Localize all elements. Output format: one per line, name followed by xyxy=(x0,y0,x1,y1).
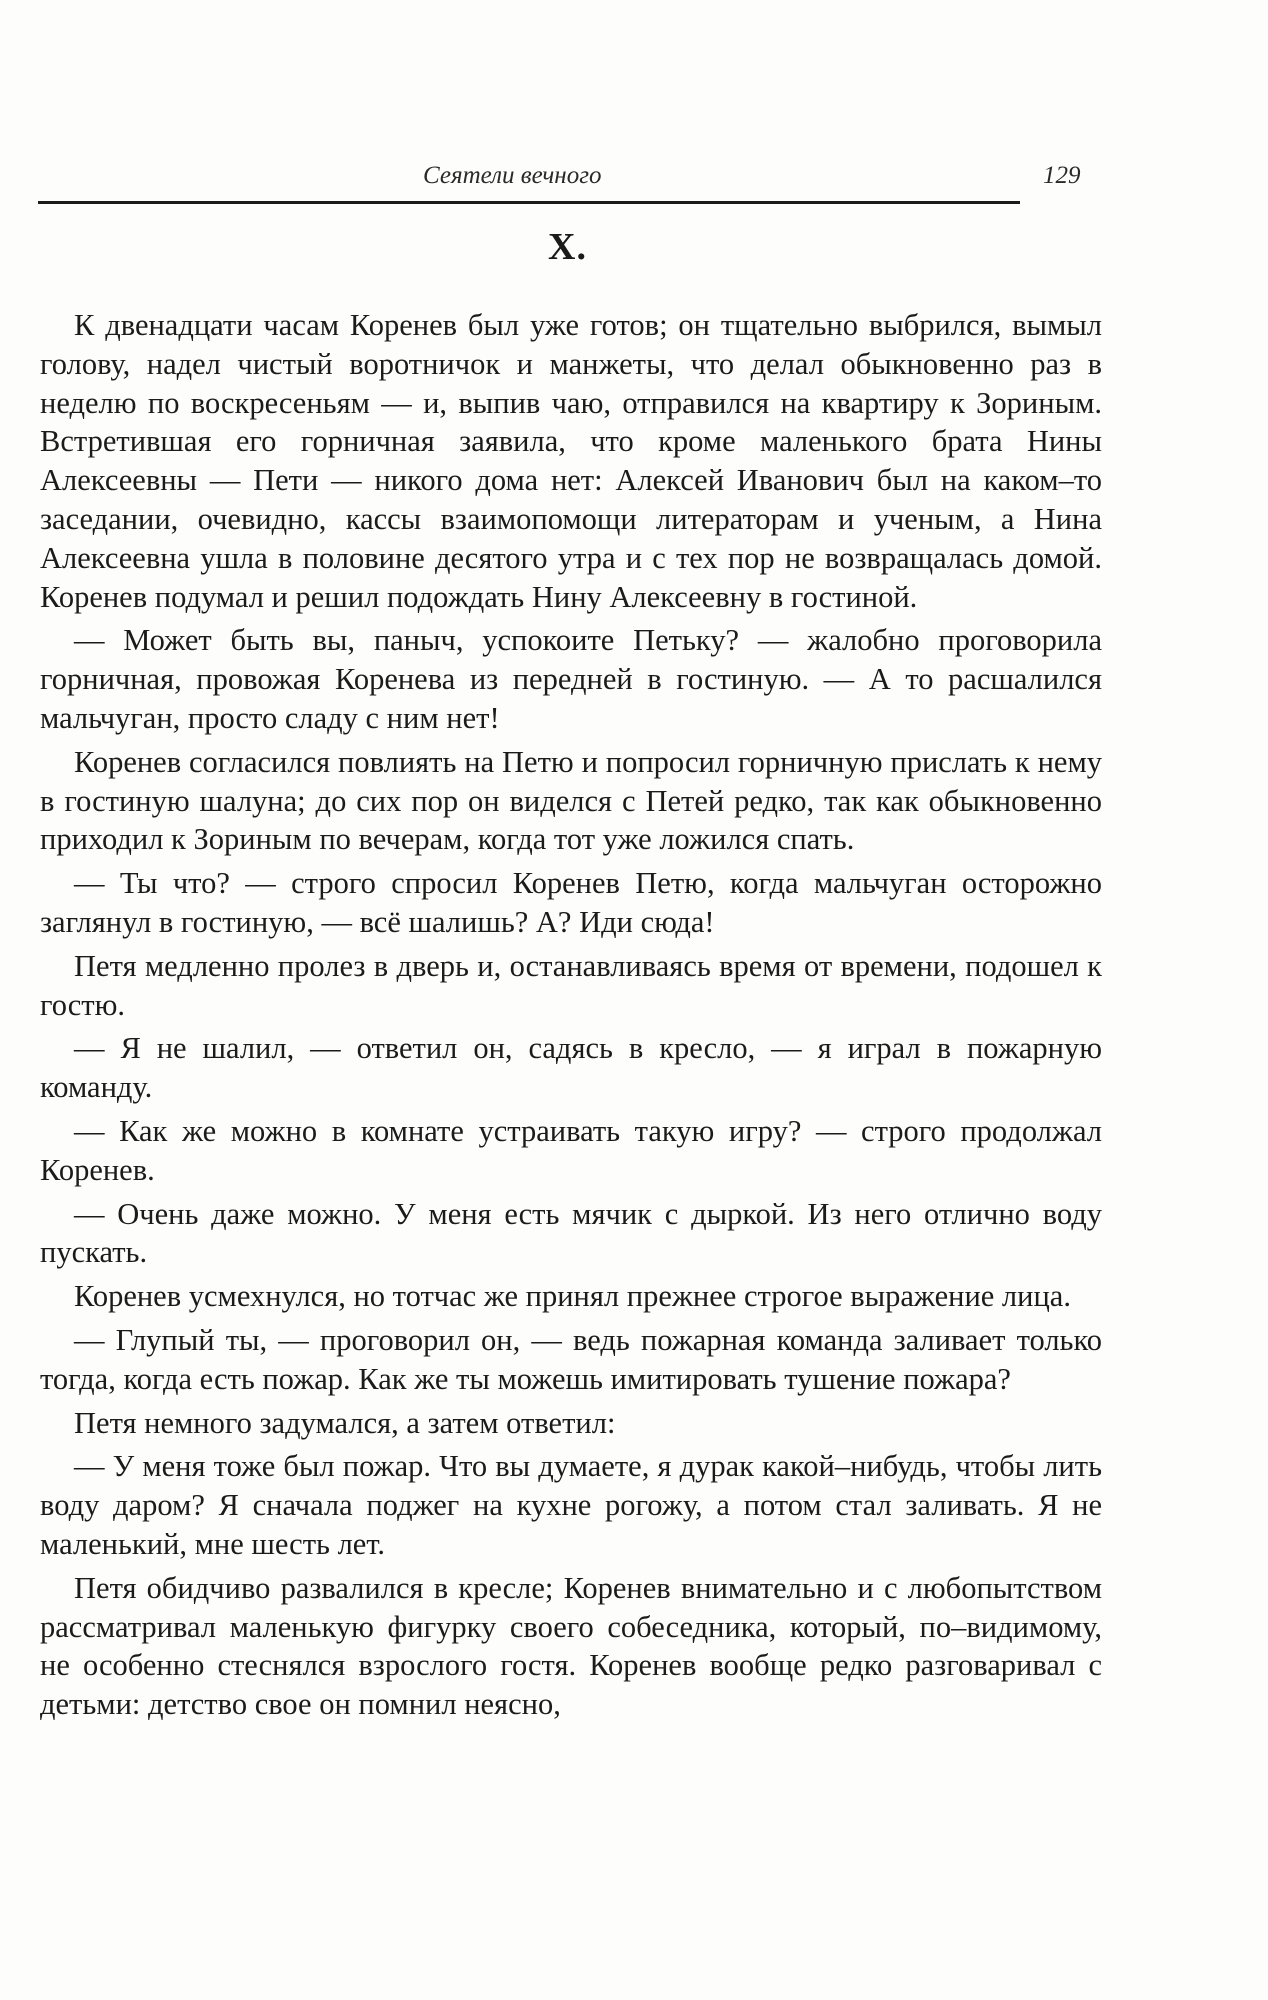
header-rule xyxy=(38,201,1020,204)
paragraph: Петя немного задумался, а затем ответил: xyxy=(74,1405,616,1440)
page-number: 129 xyxy=(1043,162,1081,189)
paragraph: Петя медленно пролез в дверь и, останавливаясь время от времени, подошел к гостю. xyxy=(40,948,1102,1022)
paragraph: К двенадцати часам Коренев был уже готов; он тщательно выбрился, вымыл голову, надел чистый воротничок и манжеты, что делал обыкновенно раз в неделю по воскресеньям — и, выпив чаю, отправился на квартиру к Зориным. Встретившая его горничная заявила, что кроме маленького брата Нины Алексеевны — Пети — никого дома нет: Алексей Иванович был на каком–то заседании, очевидно, кассы взаимопомощи литераторам и ученым, а Нина Алексеевна ушла в половине десятого утра и с тех пор не возвращалась домой. Коренев подумал и решил подождать Нину Алексеевну в гостиной. xyxy=(40,308,1102,614)
paragraph: Коренев согласился повлиять на Петю и попросил горничную прислать к нему в гостиную шалуна; до сих пор он виделся с Петей редко, так как обыкновенно приходил к Зориным по вечерам, когда тот уже ложился спать. xyxy=(40,744,1102,857)
paragraph: Петя обидчиво развалился в кресле; Коренев внимательно и с любопытством рассматривал маленькую фигурку своего собеседника, который, по–видимому, не особенно стеснялся взрослого гостя. Коренев вообще редко разговаривал с детьми: детство свое он помнил неясно, xyxy=(40,1570,1102,1722)
paragraph: — У меня тоже был пожар. Что вы думаете, я дурак какой–нибудь, чтобы лить воду даром? Я сначала поджег на кухне рогожу, а потом стал заливать. Я не маленький, мне шесть лет. xyxy=(40,1449,1102,1561)
paragraph: — Как же можно в комнате устраивать такую игру? — строго продолжал Коренев. xyxy=(40,1113,1102,1187)
paragraph: Коренев усмехнулся, но тотчас же принял прежнее строгое выражение лица. xyxy=(74,1279,1071,1314)
body-text xyxy=(40,306,1102,1724)
paragraph: — Очень даже можно. У меня есть мячик с дыркой. Из него отлично воду пускать. xyxy=(40,1196,1102,1270)
paragraph: — Глупый ты, — проговорил он, — ведь пожарная команда заливает только тогда, когда есть пожар. Как же ты можешь имитировать тушение пожара? xyxy=(40,1322,1102,1396)
paragraph: — Может быть вы, паныч, успокоите Петьку? — жалобно проговорила горничная, провожая Коренева из передней в гостиную. — А то расшалился мальчуган, просто сладу с ним нет! xyxy=(40,623,1102,735)
chapter-heading: X. xyxy=(548,226,587,268)
running-header xyxy=(38,152,1108,200)
paragraph: — Ты что? — строго спросил Коренев Петю, когда мальчуган осторожно заглянул в гостиную, — всё шалишь? А? Иди сюда! xyxy=(40,866,1102,939)
paragraph: — Я не шалил, — ответил он, садясь в кресло, — я играл в пожарную команду. xyxy=(40,1031,1102,1105)
running-title: Сеятели вечного xyxy=(423,162,602,189)
